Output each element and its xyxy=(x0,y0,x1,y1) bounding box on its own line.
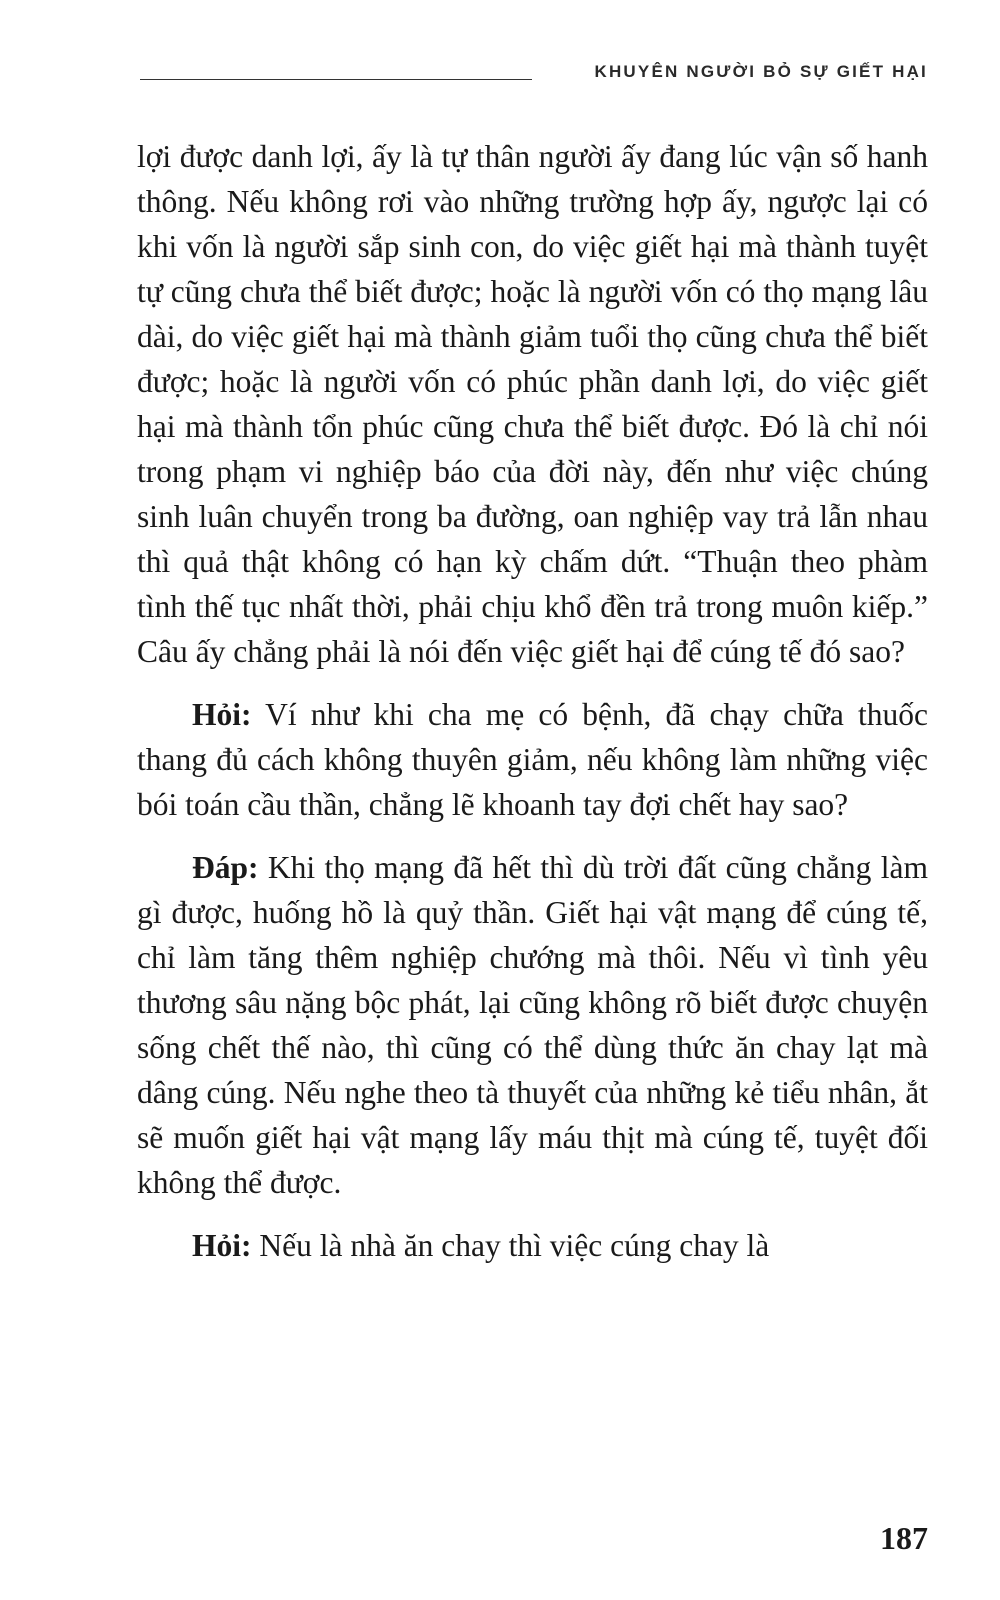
paragraph-question xyxy=(137,692,928,827)
paragraph-continuation xyxy=(137,134,928,674)
paragraph-text: lợi được danh lợi, ấy là tự thân người ấy đang lúc vận số hanh thông. Nếu không rơi vào những trường hợp ấy, ngược lại có khi vốn là người sắp sinh con, do việc giết hại mà thành tuyệt tự cũng chưa thể biết được; hoặc là người vốn có thọ mạng lâu dài, do việc giết hại mà thành giảm tuổi thọ cũng chưa thể biết được; hoặc là người vốn có phúc phần danh lợi, do việc giết hại mà thành tổn phúc cũng chưa thể biết được. Đó là chỉ nói trong phạm vi nghiệp báo của đời này, đến như việc chúng sinh luân chuyển trong ba đường, oan nghiệp vay trả lẫn nhau thì quả thật không có hạn kỳ chấm dứt. “Thuận theo phàm tình thế tục nhất thời, phải chịu khổ đền trả trong muôn kiếp.” Câu ấy chẳng phải là nói đến việc giết hại để cúng tế đó sao? xyxy=(137,139,928,669)
body-text xyxy=(137,134,928,1286)
paragraph-text: Khi thọ mạng đã hết thì dù trời đất cũng chẳng làm gì được, huống hồ là quỷ thần. Giết hại vật mạng để cúng tế, chỉ làm tăng thêm nghiệp chướng mà thôi. Nếu vì tình yêu thương sâu nặng bộc phát, lại cũng không rõ biết được chuyện sống chết thế nào, thì cũng có thể dùng thức ăn chay lạt mà dâng cúng. Nếu nghe theo tà thuyết của những kẻ tiểu nhân, ắt sẽ muốn giết hại vật mạng lấy máu thịt mà cúng tế, tuyệt đối không thể được. xyxy=(137,850,928,1200)
page-number: 187 xyxy=(880,1520,928,1556)
paragraph-answer xyxy=(137,845,928,1205)
paragraph-text: Nếu là nhà ăn chay thì việc cúng chay là xyxy=(251,1228,770,1263)
paragraph-text: Ví như khi cha mẹ có bệnh, đã chạy chữa thuốc thang đủ cách không thuyên giảm, nếu không làm những việc bói toán cầu thần, chẳng lẽ khoanh tay đợi chết hay sao? xyxy=(137,697,928,822)
running-header xyxy=(140,52,928,92)
question-label: Hỏi: xyxy=(192,1228,252,1263)
answer-label: Đáp: xyxy=(192,850,259,885)
running-title: KHUYÊN NGƯỜI BỎ SỰ GIẾT HẠI xyxy=(594,62,928,81)
header-rule xyxy=(140,79,532,80)
question-label: Hỏi: xyxy=(192,697,252,732)
paragraph-question xyxy=(137,1223,928,1268)
